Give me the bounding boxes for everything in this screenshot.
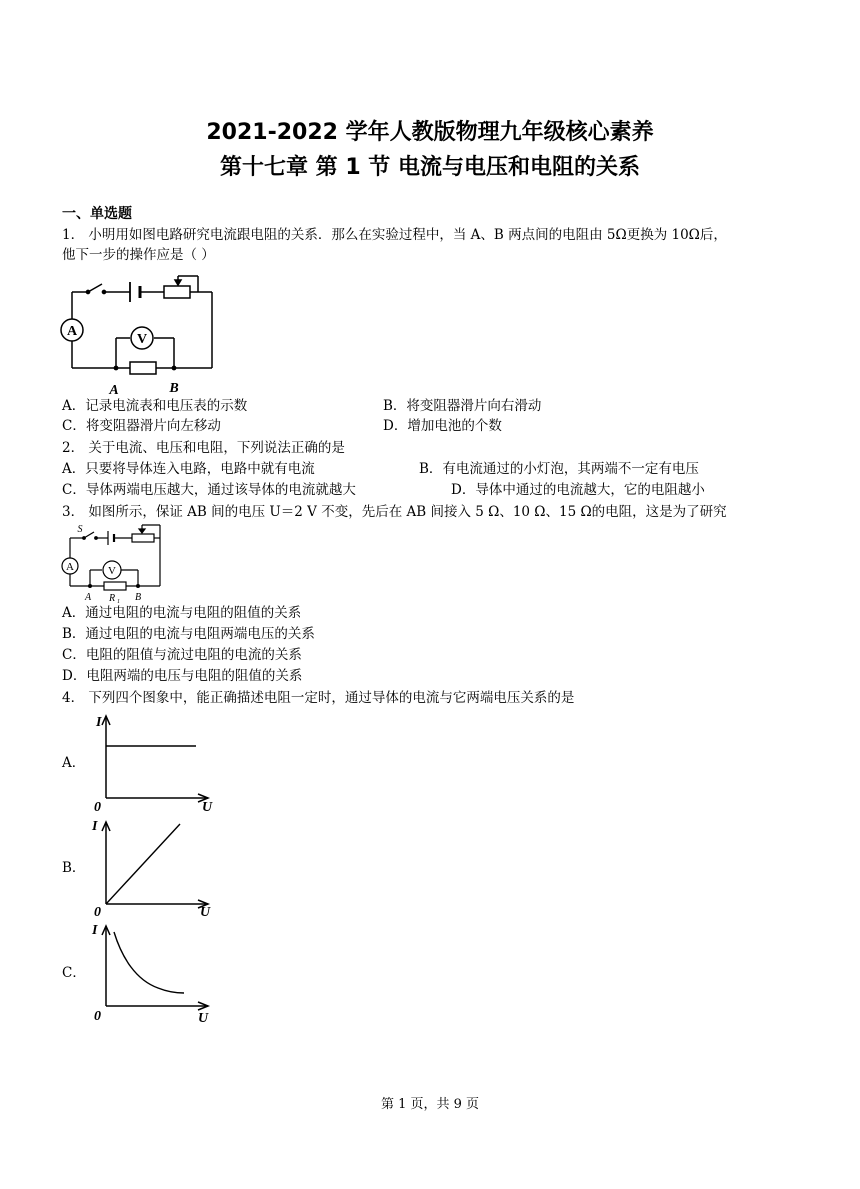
q3-circuit-diagram xyxy=(58,522,168,604)
q3-point-a-label: A xyxy=(84,592,92,603)
section-heading: 一、单选题 xyxy=(62,206,132,222)
q1-stem-line-2: 他下一步的操作应是（ ） xyxy=(62,247,215,263)
q3-voltmeter-symbol: V xyxy=(108,565,116,577)
q2-option-d: D．导体中通过的电流越大，它的电阻越小 xyxy=(451,482,705,498)
q4-graph-c xyxy=(88,918,216,1026)
q4-graph-a-axis-y: I xyxy=(96,715,102,730)
q4-graph-a-label: A． xyxy=(62,755,86,771)
q1-circuit-diagram xyxy=(58,272,218,400)
q1-option-d: D．增加电池的个数 xyxy=(383,418,502,434)
q4-graph-a-origin: 0 xyxy=(94,800,101,814)
q3-point-b-label: B xyxy=(134,592,142,603)
q4-graph-b-origin: 0 xyxy=(94,905,101,920)
q3-option-b: B．通过电阻的电流与电阻两端电压的关系 xyxy=(62,626,315,642)
q2-option-a: A．只要将导体连入电路，电路中就有电流 xyxy=(62,461,315,477)
q4-graph-c-axis-x: U xyxy=(198,1011,209,1026)
q3-ammeter-symbol: A xyxy=(66,561,74,573)
q3-resistor-label: R xyxy=(108,593,116,604)
q4-graph-b-axis-x: U xyxy=(200,905,211,920)
q2-stem: 2． 关于电流、电压和电阻，下列说法正确的是 xyxy=(62,440,345,456)
q1-voltmeter-symbol: V xyxy=(136,332,148,347)
q4-graph-c-label: C． xyxy=(62,965,86,981)
q4-graph-b-label: B． xyxy=(62,860,86,876)
q1-ammeter-symbol: A xyxy=(66,324,78,339)
title-line-2: 第十七章 第 1 节 电流与电压和电阻的关系 xyxy=(220,155,640,180)
q1-stem-line-1: 1． 小明用如图电路研究电流跟电阻的关系．那么在实验过程中，当 A、B 两点间的电阻由 5Ω更换为 10Ω后， xyxy=(62,227,727,243)
q3-option-d: D．电阻两端的电压与电阻的阻值的关系 xyxy=(62,668,303,684)
q3-resistor-subscript: 1 xyxy=(117,599,120,604)
q4-graph-b xyxy=(88,814,216,920)
q4-graph-b-axis-y: I xyxy=(92,819,98,834)
q4-stem: 4． 下列四个图象中，能正确描述电阻一定时，通过导体的电流与它两端电压关系的是 xyxy=(62,690,575,706)
q1-point-a-label: A xyxy=(109,383,119,398)
q2-option-b: B．有电流通过的小灯泡，其两端不一定有电压 xyxy=(419,461,699,477)
q1-point-b-label: B xyxy=(169,381,179,396)
q3-stem: 3． 如图所示，保证 AB 间的电压 U＝2 V 不变，先后在 AB 间接入 5 Ω、10 Ω、15 Ω的电阻，这是为了研究 xyxy=(62,504,727,520)
q4-graph-a-axis-x: U xyxy=(202,800,213,814)
title-line-1: 2021-2022 学年人教版物理九年级核心素养 xyxy=(206,120,654,145)
q4-graph-c-axis-y: I xyxy=(92,923,98,938)
q3-switch-label: S xyxy=(77,524,83,535)
q4-graph-c-origin: 0 xyxy=(94,1009,101,1024)
q2-option-c: C．导体两端电压越大，通过该导体的电流就越大 xyxy=(62,482,356,498)
page-footer: 第 1 页，共 9 页 xyxy=(380,1097,480,1112)
q4-graph-a xyxy=(88,710,216,814)
q1-option-b: B．将变阻器滑片向右滑动 xyxy=(383,398,542,414)
q1-option-a: A．记录电流表和电压表的示数 xyxy=(62,398,248,414)
q3-option-a: A．通过电阻的电流与电阻的阻值的关系 xyxy=(62,605,302,621)
q3-option-c: C．电阻的阻值与流过电阻的电流的关系 xyxy=(62,647,302,663)
q1-option-c: C．将变阻器滑片向左移动 xyxy=(62,418,221,434)
